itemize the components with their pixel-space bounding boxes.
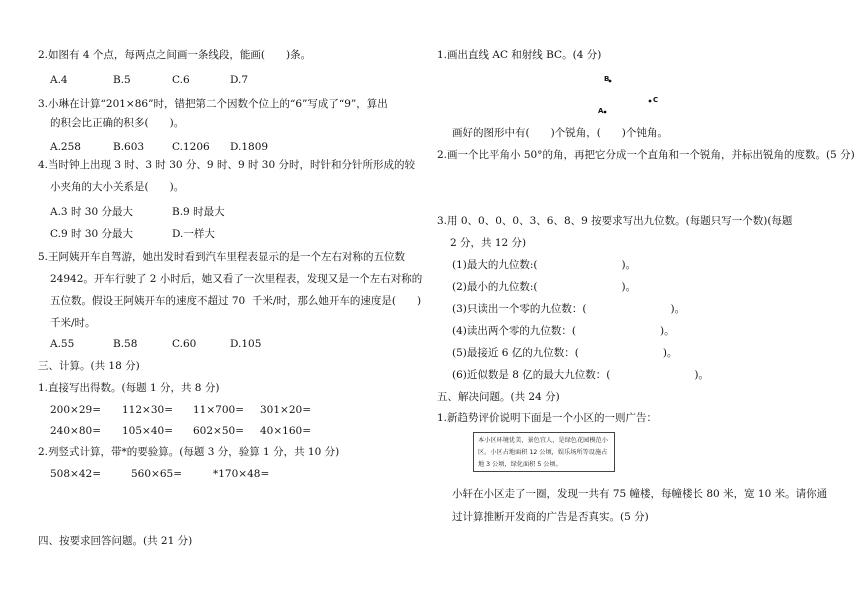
q4-option-a: A.3 时 30 分最大 — [50, 206, 133, 218]
q5-line3: 五位数。假设王阿姨开车的速度不超过 70 千米/时，那么她开车的速度是( ) — [50, 295, 422, 307]
q5-line2: 24942。开车行驶了 2 小时后，她又看了一次里程表，发现又是一个左右对称的 — [50, 273, 423, 285]
section-4-title: 四、按要求回答问题。(共 21 分) — [38, 535, 193, 547]
calc-item: 112×30= — [122, 404, 173, 416]
q2-stem: 2.如图有 4 个点，每两点之间画一条线段，能画( )条。 — [38, 49, 312, 61]
r-q3-item: (4)读出两个零的九位数：( )。 — [452, 325, 675, 337]
q3-option-b: B.603 — [113, 141, 145, 153]
r-q1-answer: 画好的图形中有( )个锐角，( )个钝角。 — [452, 127, 668, 139]
r-sec5-q1-stem: 1.新趋势评价说明下面是一个小区的一则广告： — [437, 412, 658, 424]
calc-item: 602×50= — [193, 425, 244, 437]
r-q3-line1: 3.用 0、0、0、0、3、6、8、9 按要求写出九位数。(每题只写一个数)(每题 — [437, 215, 793, 227]
q3-option-a: A.258 — [50, 141, 81, 153]
calc-item: 40×160= — [260, 425, 311, 437]
q4-option-d: D.一样大 — [172, 228, 215, 240]
sec3-q1-stem: 1.直接写出得数。(每题 1 分，共 8 分) — [38, 382, 220, 394]
q3-line2: 的积会比正确的积多( )。 — [50, 117, 185, 129]
calc-item: 105×40= — [122, 425, 173, 437]
point-label-a: A — [598, 107, 604, 115]
calc-item: 301×20= — [260, 404, 311, 416]
q5-line1: 5.王阿姨开车自驾游，她出发时看到汽车里程表显示的是一个左右对称的五位数 — [38, 251, 406, 263]
advertisement-box — [473, 432, 615, 472]
sec3-q2-stem: 2.列竖式计算，带*的要验算。(每题 3 分，验算 1 分，共 10 分) — [38, 446, 340, 458]
q5-option-b: B.58 — [113, 338, 138, 350]
q2-option-a: A.4 — [50, 74, 68, 86]
q4-option-b: B.9 时最大 — [172, 206, 225, 218]
section-5-title: 五、解决问题。(共 24 分) — [437, 391, 560, 403]
r-q3-line2: 2 分，共 12 分) — [450, 237, 527, 249]
r-q1-stem: 1.画出直线 AC 和射线 BC。(4 分) — [437, 49, 602, 61]
q2-option-d: D.7 — [230, 74, 249, 86]
r-q2-stem: 2.画一个比平角小 50°的角，再把它分成一个直角和一个锐角，并标出锐角的度数。(5 分) — [437, 149, 855, 161]
r-q3-item: (5)最接近 6 亿的九位数：( )。 — [452, 347, 678, 359]
q2-option-b: B.5 — [113, 74, 131, 86]
calc-item: *170×48= — [213, 468, 270, 480]
q3-option-d: D.1809 — [230, 141, 269, 153]
calc-item: 560×65= — [131, 468, 182, 480]
q4-line1: 4.当时钟上出现 3 时、3 时 30 分、9 时、9 时 30 分时，时针和分针所形成的较 — [38, 159, 415, 171]
q2-option-c: C.6 — [172, 74, 190, 86]
r-q3-item: (2)最小的九位数:( )。 — [452, 281, 637, 293]
ad-line: 区。小区占地面积 12 公顷，娱乐场所等设施占 — [478, 449, 608, 456]
point-c-dot — [649, 100, 652, 103]
section-3-title: 三、计算。(共 18 分) — [38, 360, 140, 372]
q5-option-c: C.60 — [172, 338, 197, 350]
calc-item: 508×42= — [50, 468, 101, 480]
q3-option-c: C.1206 — [172, 141, 210, 153]
ad-line: 地 3 公顷，绿化面积 5 公顷。 — [478, 461, 562, 468]
q5-option-d: D.105 — [230, 338, 262, 350]
q3-line1: 3.小琳在计算“201×86”时，错把第二个因数个位上的“6”写成了“9”，算出 — [38, 98, 388, 110]
point-label-c: C — [653, 96, 659, 104]
q4-option-c: C.9 时 30 分最大 — [50, 228, 134, 240]
calc-item: 240×80= — [50, 425, 101, 437]
calc-item: 200×29= — [50, 404, 101, 416]
r-sec5-body2: 过计算推断开发商的广告是否真实。(5 分) — [452, 511, 649, 523]
r-q3-item: (6)近似数是 8 亿的最大九位数：( )。 — [452, 369, 709, 381]
q4-line2: 小夹角的大小关系是( )。 — [50, 181, 185, 193]
point-a-dot — [604, 111, 607, 114]
q5-option-a: A.55 — [50, 338, 75, 350]
r-q3-item: (1)最大的九位数:( )。 — [452, 259, 637, 271]
r-q3-item: (3)只读出一个零的九位数：( )。 — [452, 303, 686, 315]
ad-line: 本小区环境优美，景色宜人，是绿色花园模范小 — [478, 437, 608, 444]
r-sec5-body1: 小轩在小区走了一圈，发现一共有 75 幢楼，每幢楼长 80 米，宽 10 米。请你通 — [452, 488, 828, 500]
calc-item: 11×700= — [193, 404, 244, 416]
point-label-b: B — [604, 75, 610, 83]
q5-line4: 千米/时。 — [50, 317, 96, 329]
